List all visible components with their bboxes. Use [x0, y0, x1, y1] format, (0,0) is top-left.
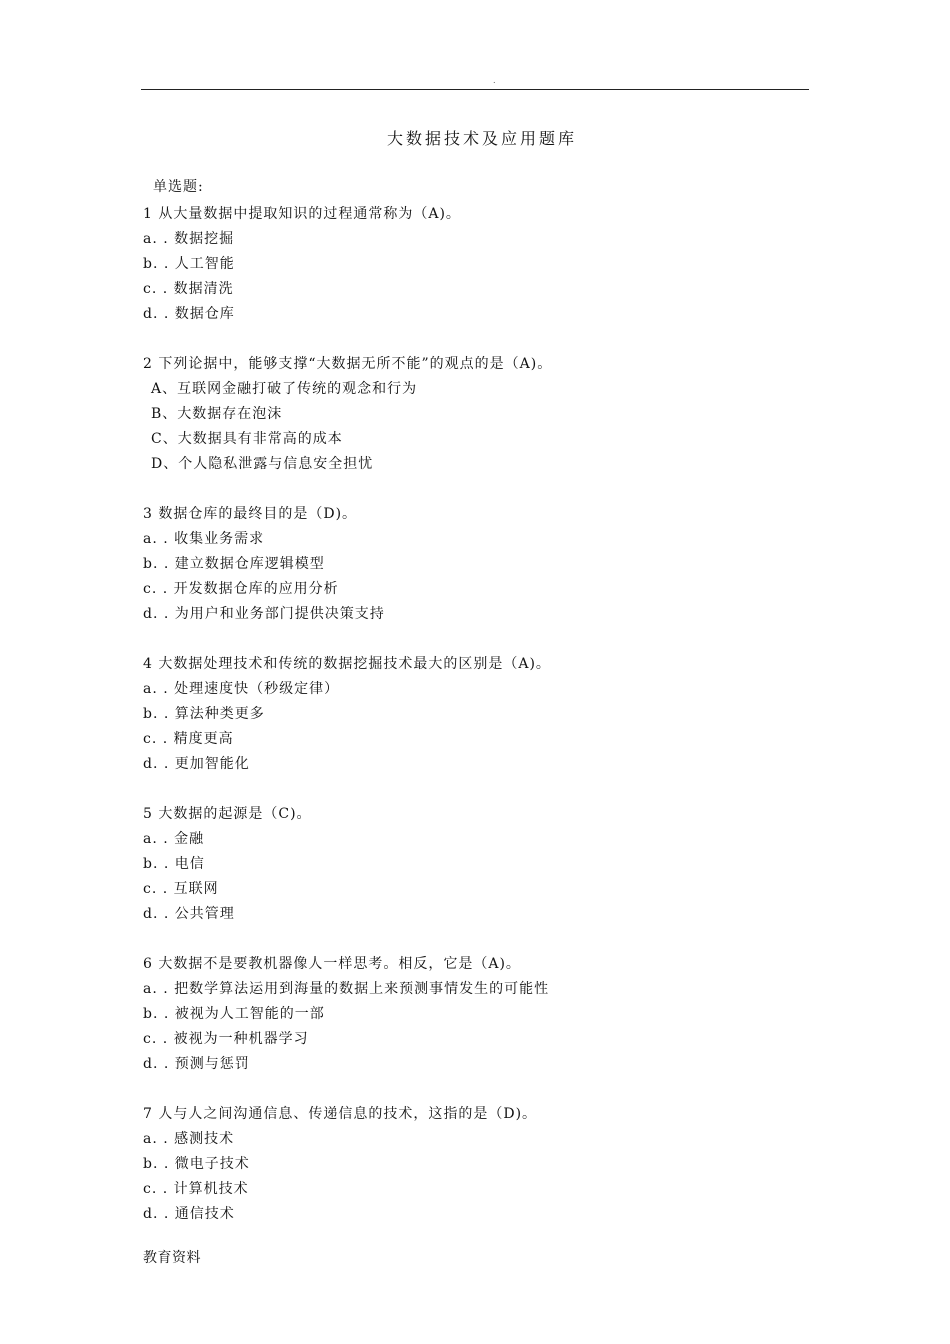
answer-option: c. . 互联网: [143, 881, 219, 897]
answer-option: a. . 数据挖掘: [143, 231, 235, 247]
question-block: [143, 654, 823, 779]
question-block: [143, 954, 823, 1079]
answer-option: b. . 电信: [143, 856, 205, 872]
footer-label: 教育资料: [143, 1250, 201, 1266]
answer-option: b. . 人工智能: [143, 256, 235, 272]
header-mark: .: [493, 76, 496, 85]
answer-option: a. . 收集业务需求: [143, 531, 265, 547]
answer-option: c. . 数据清洗: [143, 281, 234, 297]
question-stem: 4 大数据处理技术和传统的数据挖掘技术最大的区别是（A)。: [143, 656, 551, 672]
question-block: [143, 804, 823, 929]
answer-option: a. . 感测技术: [143, 1131, 235, 1147]
answer-option: b. . 算法种类更多: [143, 706, 265, 722]
answer-option: a. . 金融: [143, 831, 205, 847]
answer-option: a. . 把数学算法运用到海量的数据上来预测事情发生的可能性: [143, 981, 550, 997]
answer-option: b. . 微电子技术: [143, 1156, 250, 1172]
question-stem: 7 人与人之间沟通信息、传递信息的技术，这指的是（D)。: [143, 1106, 538, 1122]
question-stem: 3 数据仓库的最终目的是（D)。: [143, 506, 358, 522]
answer-option: d. . 更加智能化: [143, 756, 250, 772]
answer-option: d. . 预测与惩罚: [143, 1056, 250, 1072]
question-list: [143, 204, 823, 1254]
header-rule: [141, 89, 809, 90]
answer-option: D、个人隐私泄露与信息安全担忧: [151, 456, 374, 472]
question-stem: 5 大数据的起源是（C)。: [143, 806, 312, 822]
question-stem: 6 大数据不是要教机器像人一样思考。相反，它是（A)。: [143, 956, 521, 972]
question-block: [143, 204, 823, 329]
answer-option: B、大数据存在泡沫: [151, 406, 283, 422]
answer-option: b. . 建立数据仓库逻辑模型: [143, 556, 325, 572]
answer-option: c. . 精度更高: [143, 731, 234, 747]
answer-option: d. . 通信技术: [143, 1206, 235, 1222]
answer-option: c. . 开发数据仓库的应用分析: [143, 581, 339, 597]
answer-option: A、互联网金融打破了传统的观念和行为: [151, 381, 418, 397]
answer-option: b. . 被视为人工智能的一部: [143, 1006, 325, 1022]
answer-option: c. . 被视为一种机器学习: [143, 1031, 309, 1047]
question-block: [143, 354, 823, 479]
question-stem: 1 从大量数据中提取知识的过程通常称为（A)。: [143, 206, 461, 222]
answer-option: d. . 公共管理: [143, 906, 235, 922]
question-stem: 2 下列论据中，能够支撑“大数据无所不能”的观点的是（A)。: [143, 356, 553, 372]
question-block: [143, 1104, 823, 1229]
answer-option: a. . 处理速度快（秒级定律）: [143, 681, 340, 697]
page-title: 大数据技术及应用题库: [386, 129, 577, 148]
answer-option: d. . 数据仓库: [143, 306, 235, 322]
answer-option: C、大数据具有非常高的成本: [151, 431, 343, 447]
section-label: 单选题:: [153, 179, 204, 195]
answer-option: c. . 计算机技术: [143, 1181, 249, 1197]
answer-option: d. . 为用户和业务部门提供决策支持: [143, 606, 385, 622]
question-block: [143, 504, 823, 629]
